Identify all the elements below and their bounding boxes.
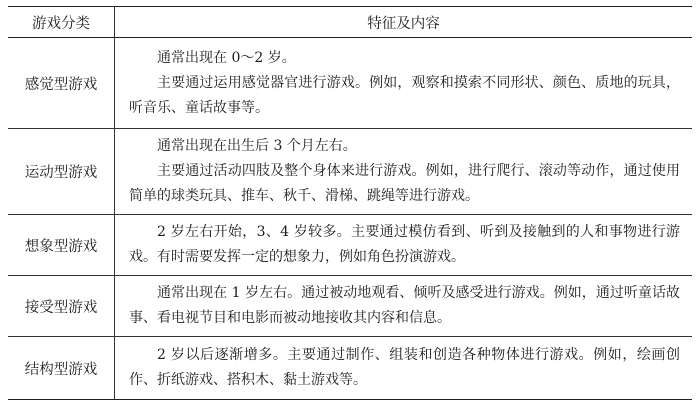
header-row	[8, 7, 692, 38]
header-game-type: 游戏分类	[8, 7, 115, 38]
table-row	[8, 215, 692, 276]
header-features-content: 特征及内容	[115, 7, 693, 38]
game-type-cell: 接受型游戏	[8, 276, 115, 337]
game-type-cell: 运动型游戏	[8, 129, 115, 215]
table-header	[8, 7, 692, 38]
game-type-cell: 想象型游戏	[8, 215, 115, 276]
content-cell	[115, 337, 693, 400]
table-body	[8, 38, 692, 400]
content-paragraph: 主要通过运用感觉器官进行游戏。例如，观察和摸索不同形状、颜色、质地的玩具，听音乐、童话故事等。	[129, 74, 680, 116]
content-paragraph: 2 岁左右开始，3、4 岁较多。主要通过模仿看到、听到及接触到的人和事物进行游戏。有时需要发挥一定的想象力，例如角色扮演游戏。	[129, 224, 680, 265]
table-row	[8, 38, 692, 129]
table-row	[8, 276, 692, 337]
game-type-cell: 感觉型游戏	[8, 38, 115, 129]
content-cell	[115, 215, 693, 276]
content-cell	[115, 38, 693, 129]
table-row	[8, 129, 692, 215]
content-paragraph: 通常出现在 0～2 岁。	[157, 49, 296, 66]
content-paragraph: 通常出现在 1 岁左右。通过被动地观看、倾听及感受进行游戏。例如，通过听童话故事、看电视节目和电影而被动地接收其内容和信息。	[129, 285, 680, 326]
content-cell	[115, 276, 693, 337]
table-row	[8, 337, 692, 400]
content-paragraph: 主要通过活动四肢及整个身体来进行游戏。例如，进行爬行、滚动等动作，通过使用简单的球类玩具、推车、秋千、滑梯、跳绳等进行游戏。	[129, 163, 680, 204]
content-paragraph: 通常出现在出生后 3 个月左右。	[157, 138, 357, 154]
game-classification-table	[8, 6, 692, 400]
game-type-cell: 结构型游戏	[8, 337, 115, 400]
content-cell	[115, 129, 693, 215]
content-paragraph: 2 岁以后逐渐增多。主要通过制作、组装和创造各种物体进行游戏。例如，绘画创作、折纸游戏、搭积木、黏土游戏等。	[129, 347, 680, 388]
